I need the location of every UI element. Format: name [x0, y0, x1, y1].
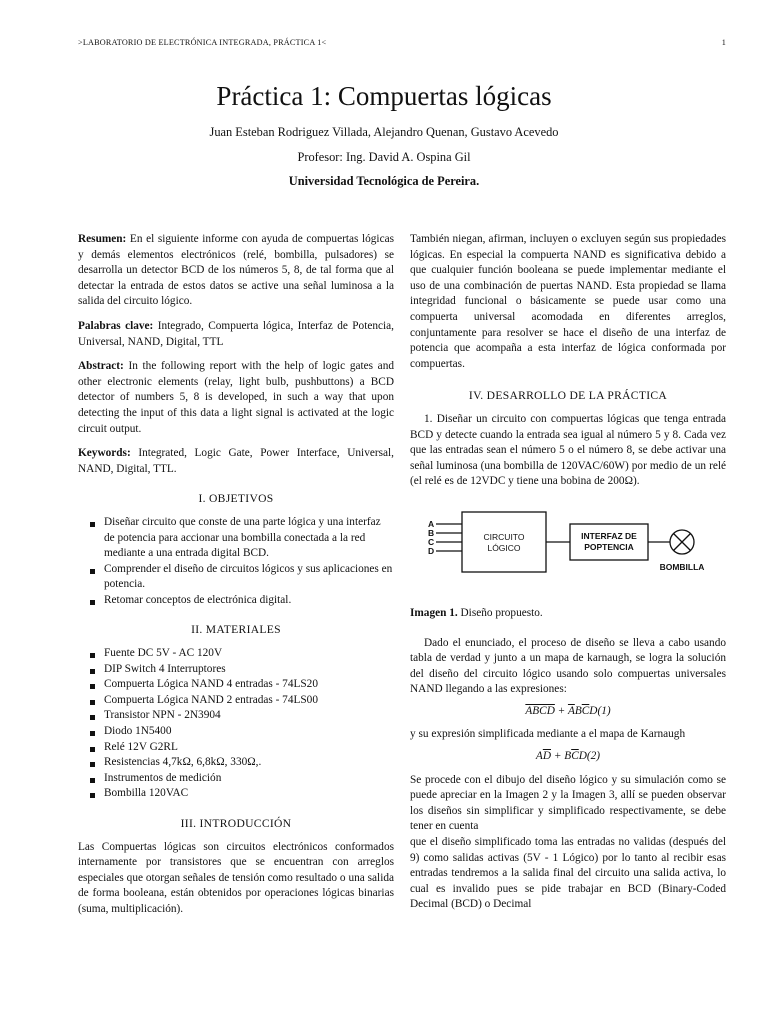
material-item: Diodo 1N5400	[88, 724, 394, 740]
equation-1	[410, 704, 726, 720]
palabras-clave-text: Integrado, Compuerta lógica, Interfaz de Potencia, Universal, NAND, Digital, TTL	[78, 319, 394, 348]
eq1-term-2-c: $\overline{C}$	[581, 704, 590, 717]
eq2-term-2-a: B	[564, 750, 572, 763]
desarrollo-paragraph: que el diseño simplificado toma las entradas no validas (después del 9) como salidas activas (5V - 1 Lógico) por lo tanto al recibir esas entradas tendremos a la salida final del circuito una salida activa, lo cual es invalido pues se pide trabajar en BCD (Binary-Coded Decimal (BCD) o Decimal	[410, 836, 726, 911]
material-item: Instrumentos de medición	[88, 771, 394, 787]
keywords-text: Integrated, Logic Gate, Power Interface, Universal, NAND, Digital, TTL.	[78, 447, 394, 475]
logic-circuit-block	[462, 512, 546, 572]
right-column	[410, 232, 726, 913]
resumen-label: Resumen:	[78, 233, 127, 245]
eq2-term-2-c: D(2)	[578, 750, 601, 763]
resumen-text: En el siguiente informe con ayuda de compuertas lógicas y demás elementos electrónicos (relé, bombilla, pulsadores) se desarrolla un detector BCD de los números 5, 8, de tal forma que al detectar la entrada de estos datos se active una señal luminosa a la salida del circuito lógico.	[78, 233, 394, 308]
desarrollo-paragraph: y su expresión simplificada mediante a el mapa de Karnaugh	[410, 728, 686, 741]
figure-caption	[410, 606, 726, 622]
desarrollo-paragraph: Dado el enunciado, el proceso de diseño se lleva a cabo usando tabla de verdad y junto a un mapa de karnaugh, se logra la solución del diseño del circuito lógico usando solo compuertas universales NAND llegando a las expresiones:	[410, 636, 726, 696]
title-block	[0, 78, 768, 189]
block-diagram	[410, 500, 726, 598]
eq1-term-2-a: $\overline{A}$	[567, 704, 575, 717]
eq1-term-2-d: D(1)	[589, 704, 611, 717]
authors: Juan Esteban Rodriguez Villada, Alejandro Quenan, Gustavo Acevedo	[209, 125, 559, 139]
material-item: Relé 12V G2RL	[88, 740, 394, 756]
introduccion-heading: III. INTRODUCCIÓN	[180, 817, 292, 830]
eq2-term-1-b: $\overline{D}$	[542, 750, 551, 763]
lamp-label: BOMBILLA	[659, 561, 705, 572]
desarrollo-paragraph: Se procede con el dibujo del diseño lógico y su simulación como se puede apreciar en la Imagen 2 y la Imagen 3, allí se pueden observar los diseños sin simplificar y simplificado respectivamente, se debe tener en cuenta	[410, 773, 726, 833]
running-header	[78, 38, 726, 47]
desarrollo-heading: IV. DESARROLLO DE LA PRÁCTICA	[468, 389, 668, 403]
input-label-d: D	[428, 545, 435, 556]
eq1-plus: +	[554, 704, 568, 717]
abstract-text: In the following report with the help of logic gates and other electronic elements (relay, light bulb, pushbuttons) a BCD detector of numbers 5, 8 is developed, in such a way that upon detecting the input of this data a light signal is activated at the logic circuit output.	[78, 360, 394, 435]
keywords	[78, 446, 394, 477]
objetivo-item: Comprender el diseño de circuitos lógicos y sus aplicaciones en potencia.	[88, 562, 394, 593]
material-item: Transistor NPN - 2N3904	[88, 708, 394, 724]
running-title: >LABORATORIO DE ELECTRÓNICA INTEGRADA, PRÁCTICA 1<	[78, 38, 327, 47]
introduccion-paragraph-continued: También niegan, afirman, incluyen o excluyen según sus propiedades lógicas. En especial la compuerta NAND es significativa debido a que cualquier función booleana se puede implementar mediante el uso de una combinación de puertas NAND. Esta propiedad se llama integridad funcional o básicamente se puede usar como una compuerta universal acomodada en diferentes arreglos, conjuntamente para resolver se hace el diseño de una interfaz de potencia que acompaña a esta interfaz de lógica conformada por compuertas.	[410, 233, 726, 370]
input-label-b: B	[428, 527, 435, 538]
interface-block-label-2: POPTENCIA	[584, 541, 634, 552]
material-item: Resistencias 4,7kΩ, 6,8kΩ, 330Ω,.	[88, 755, 394, 771]
block-diagram-figure	[410, 500, 726, 598]
eq2-term-1-a: A	[535, 750, 543, 763]
caption-text: Diseño propuesto.	[457, 606, 543, 619]
logic-block-label-1: CIRCUITO	[483, 531, 525, 542]
professor: Profesor: Ing. David A. Ospina Gil	[297, 150, 471, 164]
desarrollo-task: 1. Diseñar un circuito con compuertas lógicas que tenga entrada BCD y detecte cuando la entrada sea igual al número 5 y 8. Cada vez que las entradas sean el número 5 o el número 8, se debe activar una señal luminosa (una bombilla de 120VAC/60W) por medio de un relé (el relé es de 12VDC y tiene una bobina de 200Ω).	[410, 412, 726, 488]
objetivos-list	[78, 515, 394, 609]
material-item: Compuerta Lógica NAND 4 entradas - 74LS20	[88, 677, 394, 693]
palabras-clave	[78, 319, 394, 350]
eq1-term-1: ABCD	[525, 704, 555, 717]
keywords-label: Keywords:	[78, 447, 131, 460]
page-number: 1	[721, 38, 726, 47]
objetivo-item: Retomar conceptos de electrónica digital.	[88, 593, 394, 609]
input-label-c: C	[428, 536, 435, 547]
introduccion-paragraph: Las Compuertas lógicas son circuitos electrónicos conformados internamente por transistores que se encuentran con arreglos especiales que otorgan señales de tensión como resultado o una salida de forma booleana, están obtenidos por operaciones lógicas binarias (suma, multiplicación).	[78, 840, 394, 915]
abstract-label: Abstract:	[78, 360, 124, 373]
objetivos-heading: I. OBJETIVOS	[198, 492, 274, 506]
material-item: DIP Switch 4 Interruptores	[88, 662, 394, 678]
materiales-heading: II. MATERIALES	[191, 623, 281, 637]
university: Universidad Tecnológica de Pereira.	[288, 174, 480, 188]
material-item: Bombilla 120VAC	[88, 786, 394, 802]
equation-2	[410, 749, 726, 765]
eq2-term-2-b: $\overline{C}$	[571, 750, 579, 763]
materiales-list	[78, 646, 394, 802]
resumen	[78, 232, 394, 310]
caption-label: Imagen 1.	[410, 606, 458, 619]
interface-block-label-1: INTERFAZ DE	[581, 530, 637, 541]
input-label-a: A	[428, 518, 435, 529]
material-item: Fuente DC 5V - AC 120V	[88, 646, 394, 662]
objetivo-item: Diseñar circuito que conste de una parte lógica y una interfaz de potencia para accionar una bombilla conectada a la red mediante a una entrada digital BCD.	[88, 515, 394, 562]
left-column	[78, 232, 394, 918]
paper-title: Práctica 1: Compuertas lógicas	[216, 81, 552, 111]
eq2-plus: +	[551, 750, 565, 763]
logic-block-label-2: LÓGICO	[487, 542, 521, 553]
abstract	[78, 359, 394, 437]
eq1-term-2-b: B	[574, 704, 582, 717]
palabras-clave-label: Palabras clave:	[78, 319, 154, 332]
material-item: Compuerta Lógica NAND 2 entradas - 74LS00	[88, 693, 394, 709]
